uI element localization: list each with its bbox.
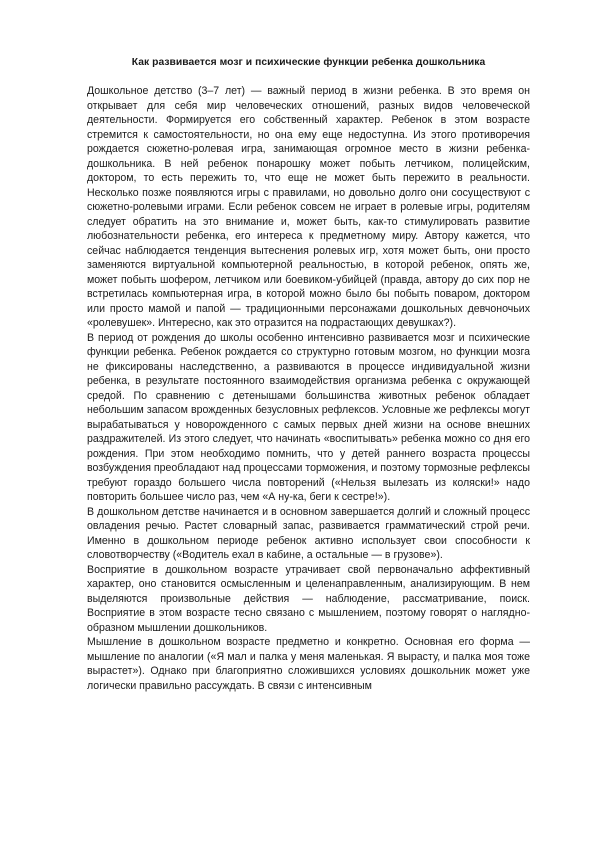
paragraph-preschool-childhood: Дошкольное детство (3–7 лет) — важный период в жизни ребенка. В это время он открывает для себя мир человеческих отношений, разных видов человеческой деятельности. Формируется его собственный характер. Ребенок в этом возрасте стремится к самостоятельности, но она ему еще недоступна. Из этого противоречия рождается сюжетно-ролевая игра, занимающая огромное место в жизни ребенка-дошкольника. В ней ребенок понарошку может побыть летчиком, полицейским, доктором, то есть пережить то, что еще не может быть пережито в реальности. Несколько позже появляются игры с правилами, но довольно долго они сосуществуют с сюжетно-ролевыми играми. Если ребенок совсем не играет в ролевые игры, родителям следует обратить на это внимание и, может быть, как-то стимулировать развитие любознательности ребенка, его интереса к предметному миру. Автору кажется, что сейчас наблюдается тенденция вытеснения ролевых игр, хотя может быть, они просто заменяются виртуальной компьютерной реальностью, в которой ребенок, опять же, может побыть шофером, летчиком или боевиком-убийцей (правда, автору до сих пор не встретилась компьютерная игра, в которой можно было бы побыть поваром, доктором или просто мамой и папой — традиционными персонажами дошкольных девчоночьих «ролевушек». Интересно, как это отразится на подрастающих девушках?). bbox=[87, 85, 530, 329]
document-title: Как развивается мозг и психические функции ребенка дошкольника bbox=[131, 57, 486, 68]
paragraph-speech: В дошкольном детстве начинается и в основном завершается долгий и сложный процесс овладения речью. Растет словарный запас, развивается грамматический строй речи. Именно в дошкольном периоде ребенок активно использует свои способности к словотворчеству («Водитель ехал в кабине, а остальные — в грузове»). bbox=[87, 505, 530, 561]
paragraph-brain-development: В период от рождения до школы особенно интенсивно развивается мозг и психические функции ребенка. Ребенок рождается со структурно готовым мозгом, но функции мозга не фиксированы наследственно, а развиваются в процессе индивидуальной жизни ребенка, в результате постоянного взаимодействия организма ребенка с окружающей средой. По сравнению с детенышами большинства животных ребенок обладает небольшим запасом врожденных безусловных рефлексов. Условные же рефлексы могут вырабатываться у новорожденного с самых первых дней жизни на основе внешних раздражителей. Из этого следует, что начинать «воспитывать» ребенка можно со дня его рождения. При этом необходимо помнить, что у детей раннего возраста процессы возбуждения преобладают над процессами торможения, и поэтому тормозные рефлексы требуют гораздо большего числа повторений («Нельзя вылезать из коляски!» надо повторить большее число раз, чем «А ну-ка, беги к сестре!»). bbox=[87, 331, 530, 503]
paragraph-thinking: Мышление в дошкольном возрасте предметно и конкретно. Основная его форма — мышление по аналогии («Я мал и палка у меня маленькая. Я вырасту, и палка моя тоже вырастет»). Однако при благоприятно сложившихся условиях дошкольник может уже логически правильно рассуждать. В связи с интенсивным bbox=[87, 636, 530, 692]
document-page bbox=[87, 56, 530, 693]
paragraph-perception: Восприятие в дошкольном возрасте утрачивает свой первоначально аффективный характер, оно становится осмысленным и целенаправленным, анализирующим. В нем выделяются произвольные действия — наблюдение, рассматривание, поиск. Восприятие в этом возрасте тесно связано с мышлением, поэтому говорят о наглядно-образном мышлении дошкольников. bbox=[87, 563, 530, 634]
